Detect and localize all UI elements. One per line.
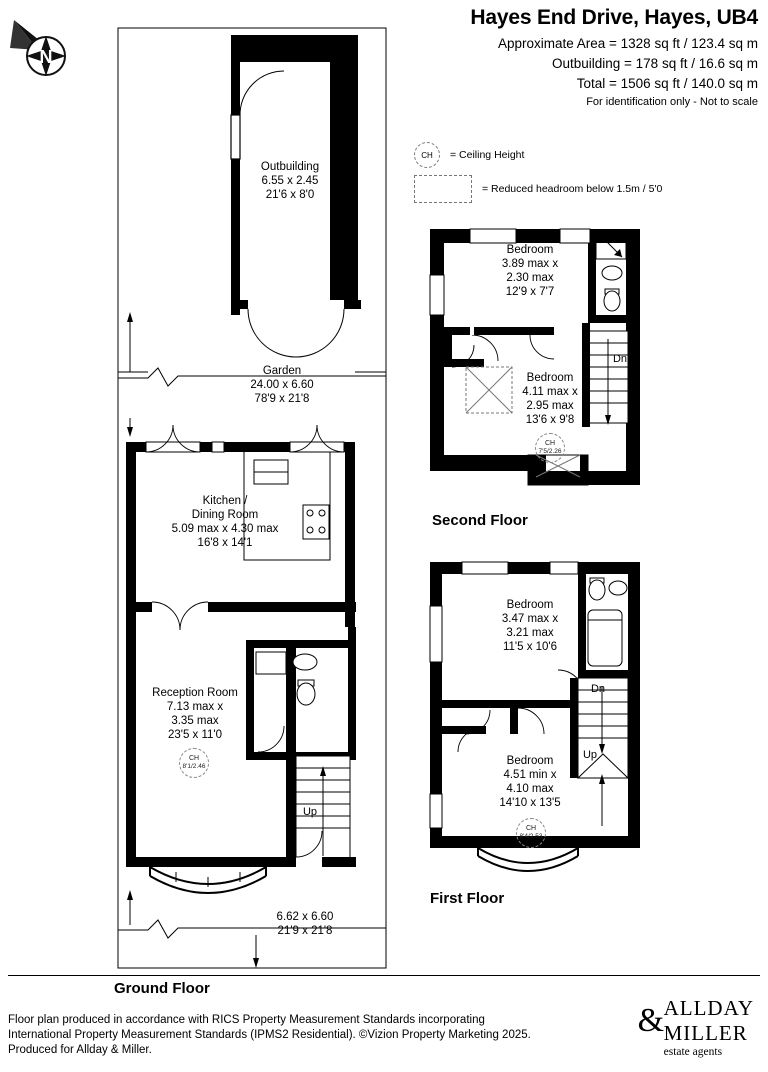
first-bed2-imperial: 14'10 x 13'5 [499, 797, 561, 809]
brand-logo [637, 996, 754, 1058]
reception-ch-value: 8'1/2.46 [182, 763, 206, 770]
first-bed1-metric-line1: 3.47 max x [501, 613, 559, 625]
first-bedroom-1-label [450, 598, 610, 654]
reception-room-label [110, 686, 280, 742]
second-bed2-name: Bedroom [526, 372, 574, 384]
legend-reduced-headroom-label: = Reduced headroom below 1.5m / 5'0 [482, 183, 663, 195]
ground-plot-imperial: 21'9 x 21'8 [277, 925, 333, 937]
legend-ceiling-height-label: = Ceiling Height [450, 149, 525, 161]
ground-plot-dimension [215, 910, 395, 938]
outbuilding-label [200, 160, 380, 202]
footer-text [8, 1013, 608, 1058]
kitchen-name-line2: Dining Room [191, 509, 259, 521]
kitchen-dining-label [140, 494, 310, 550]
reduced-headroom-icon [414, 175, 472, 203]
first-bed2-ch-symbol: CH [525, 825, 537, 832]
first-bed2-name: Bedroom [506, 755, 554, 767]
brand-line-1: ALLDAY [663, 996, 754, 1020]
second-floor-title: Second Floor [432, 512, 528, 529]
second-bed1-imperial: 12'9 x 7'7 [505, 286, 555, 298]
garden-label [192, 364, 372, 406]
garden-metric: 24.00 x 6.60 [250, 379, 314, 391]
garden-imperial: 78'9 x 21'8 [254, 393, 310, 405]
footer-line-1: Floor plan produced in accordance with RICS Property Measurement Standards incorporating [8, 1014, 485, 1026]
total-area-text: Total = 1506 sq ft / 140.0 sq m [576, 76, 758, 91]
kitchen-metric: 5.09 max x 4.30 max [171, 523, 279, 535]
outbuilding-name: Outbuilding [260, 161, 320, 173]
first-floor-title: First Floor [430, 890, 505, 907]
ceiling-height-symbol: CH [421, 150, 433, 160]
footer-divider [8, 975, 760, 976]
ground-floor-title: Ground Floor [114, 980, 210, 997]
kitchen-imperial: 16'8 x 14'1 [197, 537, 253, 549]
first-bed2-ch-value: 8'4/2.53 [519, 833, 543, 840]
ground-plot-metric: 6.62 x 6.60 [276, 911, 334, 923]
second-bed2-metric-line2: 2.95 max [526, 400, 574, 412]
kitchen-name-line1: Kitchen / [202, 495, 248, 507]
outbuilding-area-text: Outbuilding = 178 sq ft / 16.6 sq m [551, 56, 758, 71]
second-stairs-dn-label: Dn [612, 353, 628, 365]
first-stairs-up-label: Up [582, 749, 598, 761]
page-title: Hayes End Drive, Hayes, UB4 [470, 6, 758, 29]
second-bed2-ceiling-height-badge [535, 433, 565, 463]
svg-text:N: N [39, 47, 53, 67]
second-bedroom-1-label [450, 243, 610, 299]
outbuilding-imperial: 21'6 x 8'0 [265, 189, 315, 201]
brand-line-3: estate agents [663, 1046, 723, 1058]
reception-imperial: 23'5 x 11'0 [167, 729, 223, 741]
first-bed2-ceiling-height-badge [516, 818, 546, 848]
second-bed2-imperial: 13'6 x 9'8 [525, 414, 575, 426]
first-bed1-imperial: 11'5 x 10'6 [502, 641, 558, 653]
first-bed1-name: Bedroom [506, 599, 554, 611]
first-bed1-metric-line2: 3.21 max [506, 627, 554, 639]
legend [408, 138, 708, 206]
first-bedroom-2-label [450, 754, 610, 810]
first-bed2-metric-line2: 4.10 max [506, 783, 554, 795]
second-bed1-name: Bedroom [506, 244, 554, 256]
legend-row-ceiling-height [408, 138, 708, 172]
footer-line-3: Produced for Allday & Miller. [8, 1044, 152, 1056]
second-bedroom-2-label [470, 371, 630, 427]
legend-row-reduced-headroom [408, 172, 708, 206]
garden-name: Garden [262, 365, 302, 377]
footer-line-2: International Property Measurement Standards (IPMS2 Residential). ©Vizion Property Marketing 2025. [8, 1029, 531, 1041]
brand-ampersand: & [637, 1002, 665, 1039]
approx-area-text: Approximate Area = 1328 sq ft / 123.4 sq m [497, 36, 758, 51]
ceiling-height-icon [414, 142, 440, 168]
reception-ch-symbol: CH [188, 755, 200, 762]
ground-stairs-up-label: Up [302, 806, 318, 818]
disclaimer-text: For identification only - Not to scale [586, 96, 758, 108]
reception-name: Reception Room [152, 687, 238, 699]
reception-ceiling-height-badge [179, 748, 209, 778]
brand-line-2: MILLER [663, 1021, 748, 1045]
reception-metric-line2: 3.35 max [171, 715, 219, 727]
second-bed1-metric-line1: 3.89 max x [501, 258, 559, 270]
second-bed2-ch-value: 7'5/2.26 [538, 448, 562, 455]
reception-metric-line1: 7.13 max x [166, 701, 224, 713]
outbuilding-metric: 6.55 x 2.45 [261, 175, 319, 187]
second-bed2-ch-symbol: CH [544, 440, 556, 447]
second-bed1-metric-line2: 2.30 max [506, 272, 554, 284]
first-bed2-metric-line1: 4.51 min x [503, 769, 557, 781]
first-stairs-dn-label: Dn [590, 683, 606, 695]
second-bed2-metric-line1: 4.11 max x [522, 386, 578, 398]
